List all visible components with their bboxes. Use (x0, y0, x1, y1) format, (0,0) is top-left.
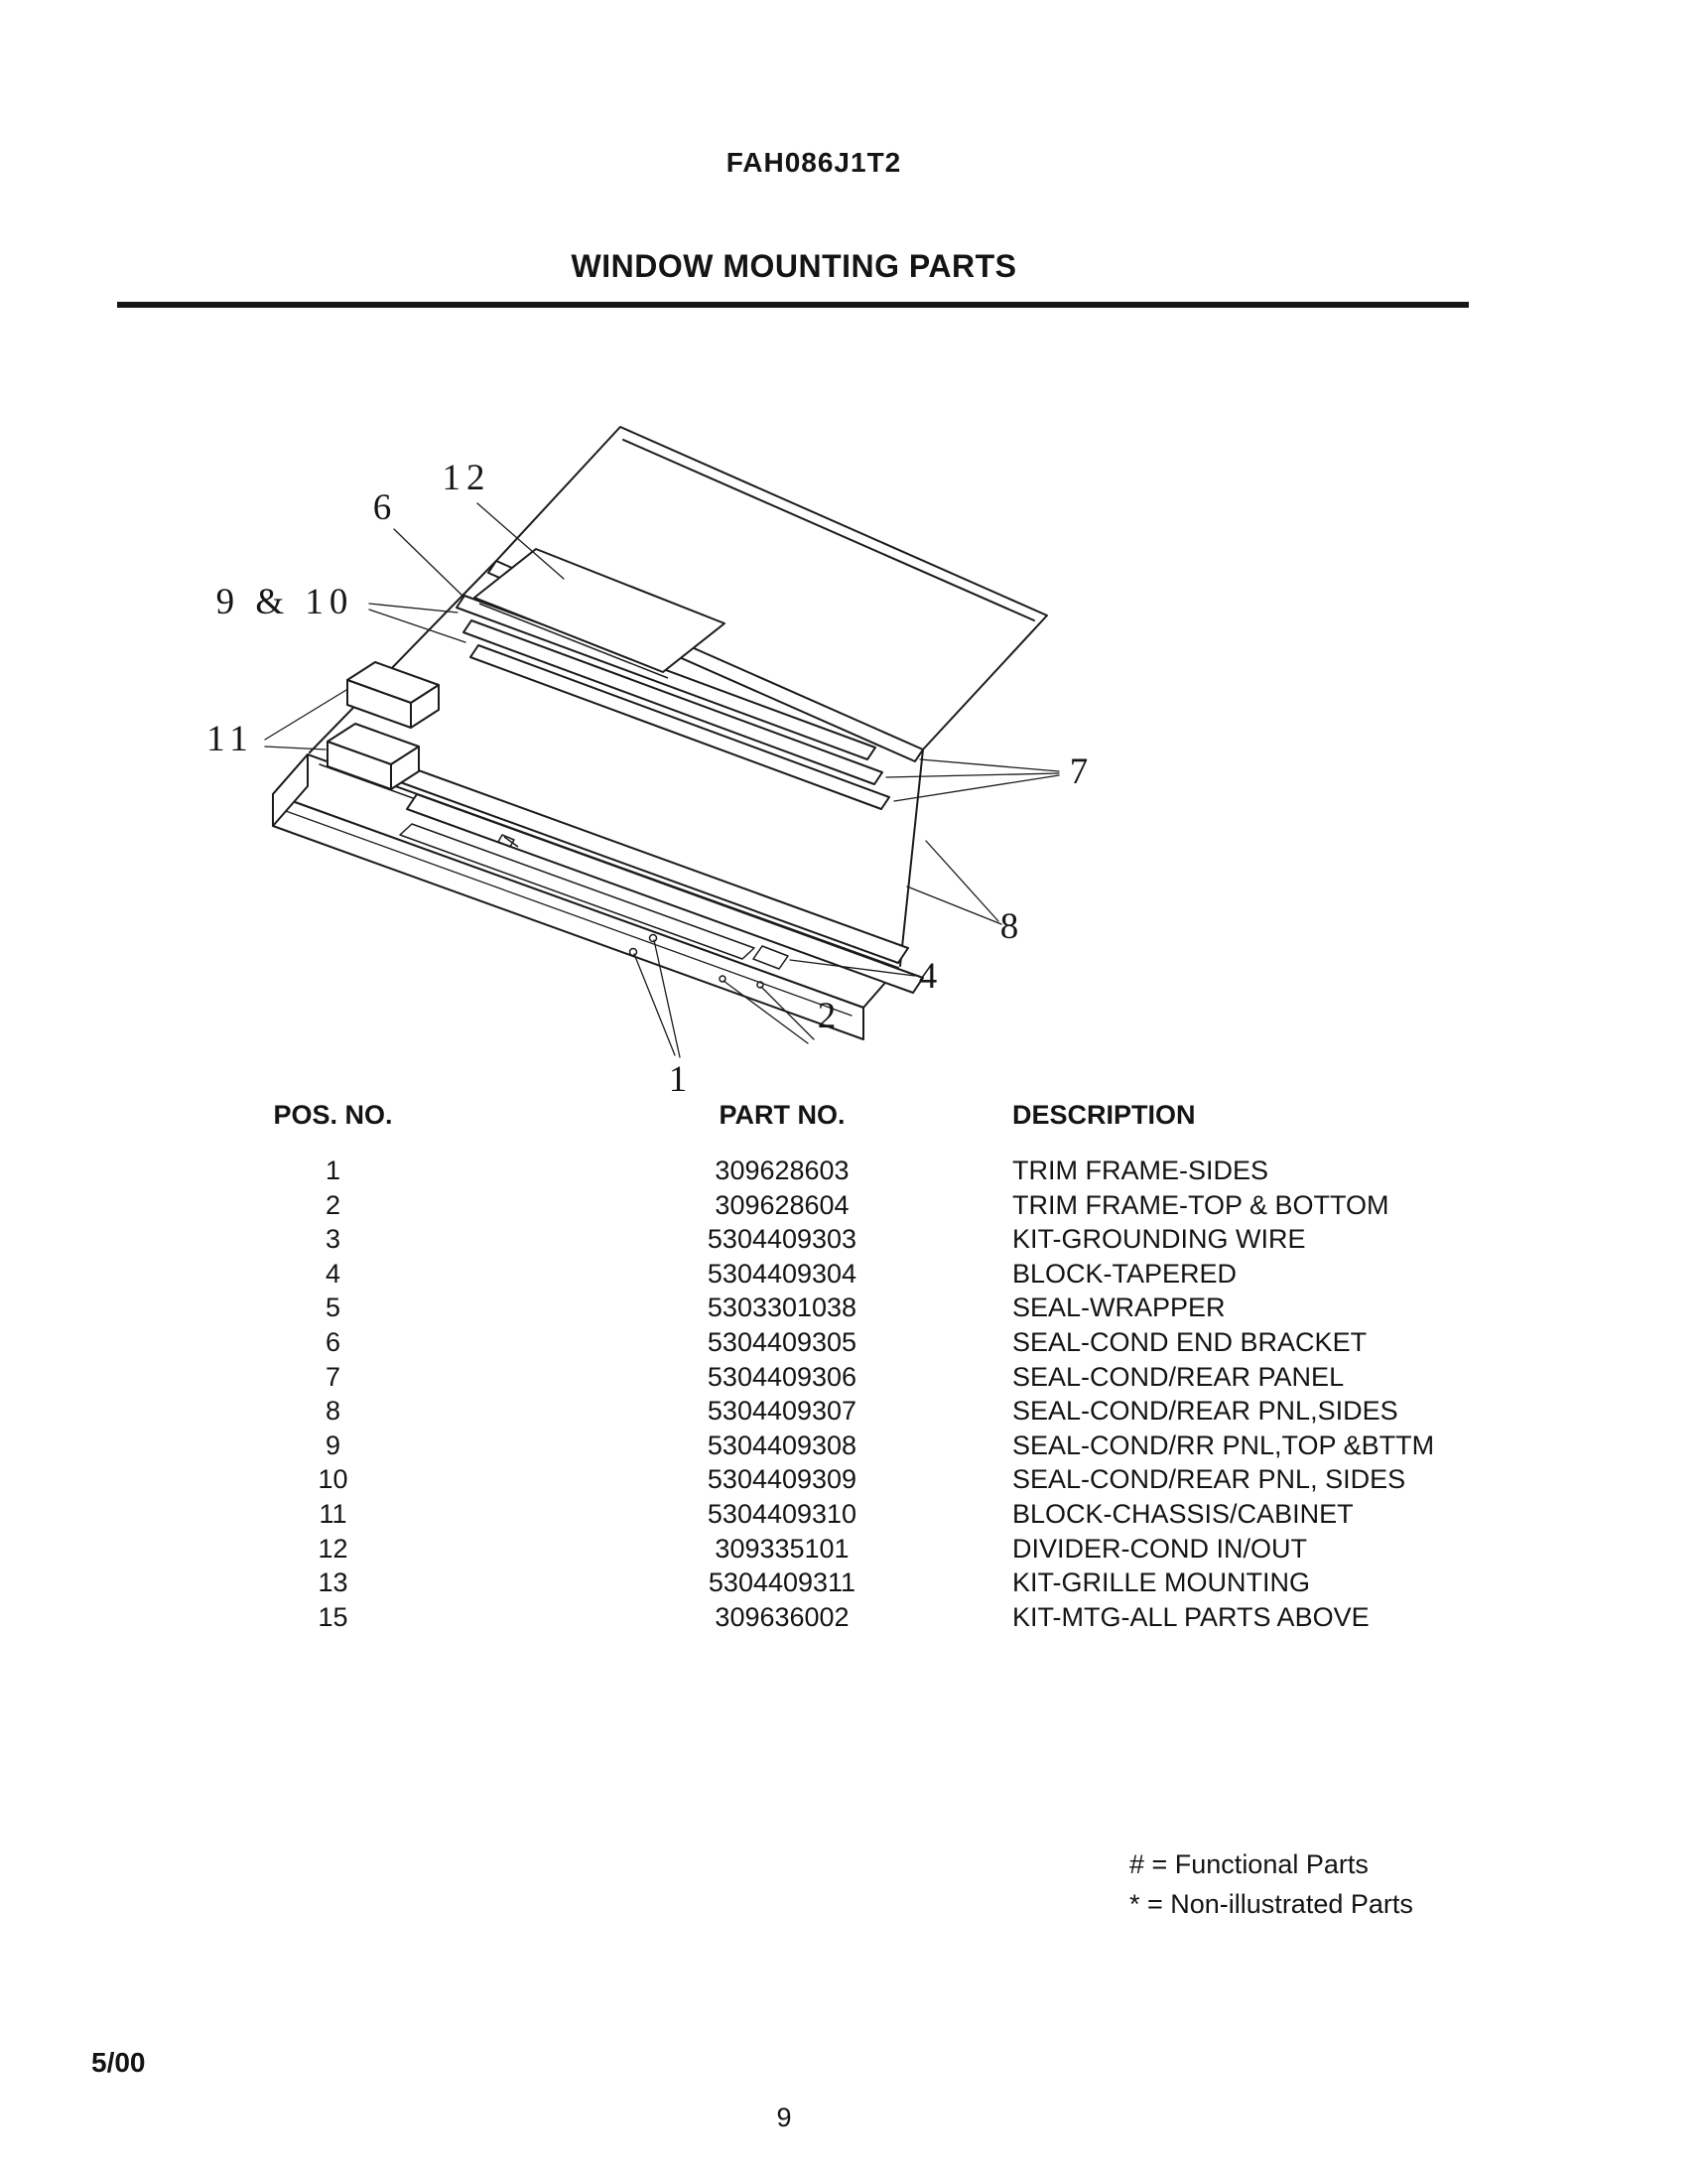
description-cell: KIT-MTG-ALL PARTS ABOVE (1012, 1601, 1370, 1632)
base-tray-shape (273, 754, 898, 1039)
callout-2: 2 (817, 996, 843, 1036)
exploded-parts-diagram (169, 412, 1310, 1107)
table-row (0, 1567, 1708, 1602)
chassis-blocks-shape (328, 662, 439, 789)
description-cell: SEAL-COND END BRACKET (1012, 1326, 1368, 1357)
callout-9-10: 9 & 10 (215, 582, 354, 622)
table-row (0, 1534, 1708, 1568)
part-no-cell: 5304409303 (707, 1224, 857, 1255)
table-row (0, 1464, 1708, 1499)
note-non-illustrated-parts: * = Non-illustrated Parts (1129, 1889, 1413, 1919)
table-row (0, 1362, 1708, 1397)
model-number: FAH086J1T2 (725, 147, 902, 178)
pos-no-cell: 2 (325, 1189, 341, 1220)
description-cell: KIT-GROUNDING WIRE (1012, 1224, 1306, 1255)
description-cell: SEAL-COND/REAR PNL,SIDES (1012, 1396, 1398, 1427)
callout-12: 12 (442, 458, 491, 498)
part-no-cell: 309628603 (715, 1156, 850, 1185)
col-header-part-no: PART NO. (719, 1100, 846, 1130)
part-no-cell: 5304409311 (708, 1567, 856, 1598)
table-row (0, 1259, 1708, 1294)
description-cell: SEAL-WRAPPER (1012, 1293, 1226, 1323)
part-no-cell: 5304409307 (707, 1396, 857, 1427)
parts-table (0, 1100, 1708, 1636)
callout-7: 7 (1069, 751, 1095, 792)
table-row (0, 1293, 1708, 1327)
part-no-cell: 5304409308 (707, 1430, 857, 1460)
pos-no-cell: 3 (325, 1224, 341, 1255)
callout-8: 8 (999, 906, 1025, 947)
col-header-description: DESCRIPTION (1012, 1100, 1196, 1130)
legend-notes (1129, 1844, 1413, 1924)
pos-no-cell: 15 (318, 1601, 348, 1632)
table-row (0, 1156, 1708, 1190)
page-number: 9 (776, 2103, 792, 2132)
part-no-cell: 5304409305 (707, 1326, 857, 1357)
pos-no-cell: 12 (318, 1533, 348, 1564)
col-header-pos-no: POS. NO. (273, 1100, 393, 1130)
part-no-cell: 5304409304 (707, 1258, 857, 1289)
part-no-cell: 309636002 (715, 1601, 850, 1632)
pos-no-cell: 1 (325, 1156, 341, 1185)
pos-no-cell: 5 (325, 1293, 341, 1323)
page-title: WINDOW MOUNTING PARTS (571, 248, 1017, 284)
part-no-cell: 309628604 (715, 1189, 850, 1220)
pos-no-cell: 13 (318, 1567, 348, 1598)
description-cell: TRIM FRAME-SIDES (1012, 1156, 1269, 1185)
callout-4: 4 (918, 956, 944, 997)
table-row (0, 1430, 1708, 1465)
pos-no-cell: 6 (325, 1326, 341, 1357)
note-functional-parts: # = Functional Parts (1129, 1849, 1369, 1879)
table-row (0, 1224, 1708, 1259)
pos-no-cell: 11 (319, 1498, 347, 1529)
table-row (0, 1396, 1708, 1430)
description-cell: TRIM FRAME-TOP & BOTTOM (1012, 1189, 1389, 1220)
table-row (0, 1190, 1708, 1225)
callout-6: 6 (372, 487, 398, 528)
description-cell: SEAL-COND/REAR PANEL (1012, 1361, 1345, 1392)
part-no-cell: 309335101 (715, 1533, 850, 1564)
callout-1: 1 (668, 1059, 694, 1100)
table-header-row (0, 1100, 1708, 1138)
pos-no-cell: 9 (325, 1430, 341, 1460)
description-cell: DIVIDER-COND IN/OUT (1012, 1533, 1307, 1564)
pos-no-cell: 4 (325, 1258, 341, 1289)
part-no-cell: 5304409310 (707, 1498, 857, 1529)
footer-date: 5/00 (91, 2047, 146, 2078)
pos-no-cell: 7 (325, 1361, 341, 1392)
callout-11: 11 (206, 719, 254, 759)
table-row (0, 1499, 1708, 1534)
part-no-cell: 5304409306 (707, 1361, 857, 1392)
description-cell: BLOCK-TAPERED (1012, 1258, 1238, 1289)
table-body (0, 1156, 1708, 1636)
description-cell: BLOCK-CHASSIS/CABINET (1012, 1498, 1354, 1529)
table-row (0, 1327, 1708, 1362)
description-cell: KIT-GRILLE MOUNTING (1012, 1567, 1311, 1598)
description-cell: SEAL-COND/REAR PNL, SIDES (1012, 1464, 1406, 1495)
part-no-cell: 5303301038 (707, 1293, 857, 1323)
pos-no-cell: 10 (318, 1464, 348, 1495)
pos-no-cell: 8 (325, 1396, 341, 1427)
title-rule (117, 302, 1469, 308)
description-cell: SEAL-COND/RR PNL,TOP &BTTM (1012, 1430, 1435, 1460)
part-no-cell: 5304409309 (707, 1464, 857, 1495)
table-row (0, 1602, 1708, 1637)
